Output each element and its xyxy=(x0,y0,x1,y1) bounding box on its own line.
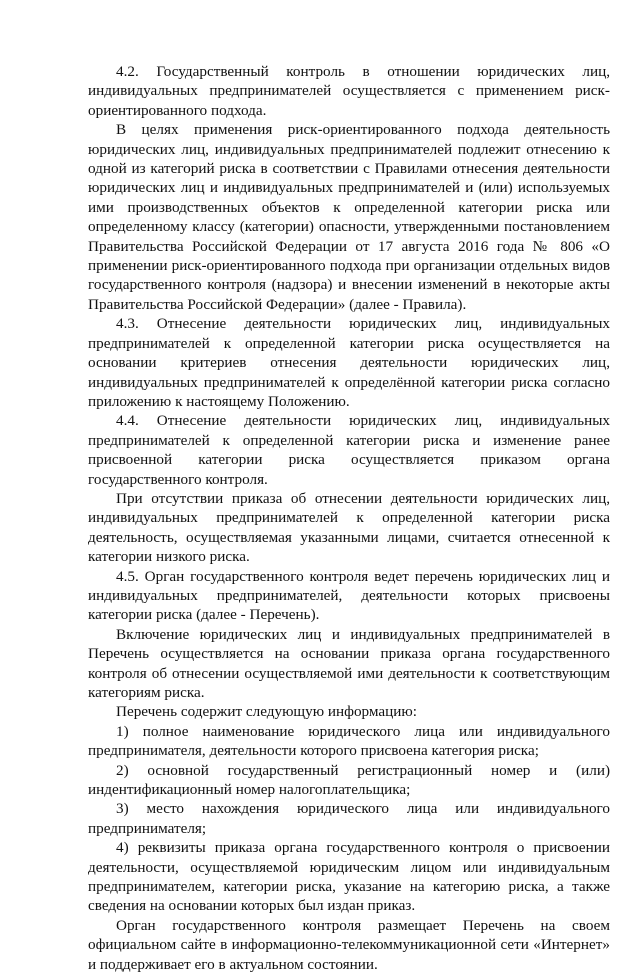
paragraph-inclusion: Включение юридических лиц и индивидуальных предпринимателей в Перечень осуществляется на основании приказа органа государственного контроля об отнесении осуществляемой ими деятельности к соответствующим категориям риска. xyxy=(88,625,610,701)
list-item-4: 4) реквизиты приказа органа государственного контроля о присвоении деятельности, осуществляемой юридическим лицом или индивидуальным предпринимателем, категории риска, указание на категорию риска, а также сведения на основании которых был издан приказ. xyxy=(88,839,610,915)
paragraph-publication: Орган государственного контроля размещает Перечень на своем официальном сайте в информационно-телекоммуникационной сети «Интернет» и поддерживает его в актуальном состоянии. xyxy=(88,916,610,973)
paragraph-4-5: 4.5. Орган государственного контроля ведет перечень юридических лиц и индивидуальных предпринимателей, деятельности которых присвоены категории риска (далее - Перечень). xyxy=(88,567,610,624)
list-item-1: 1) полное наименование юридического лица или индивидуального предпринимателя, деятельности которого присвоена категория риска; xyxy=(88,722,610,760)
paragraph-no-order: При отсутствии приказа об отнесении деятельности юридических лиц, индивидуальных предпринимателей к определенной категории риска деятельность, осуществляемая указанными лицами, считается отнесенной к категории низкого риска. xyxy=(88,489,610,566)
paragraph-risk-approach: В целях применения риск-ориентированного подхода деятельность юридических лиц, индивидуальных предпринимателей подлежит отнесению к одной из категорий риска в соответствии с Правилами отнесения деятельности юридических лиц и индивидуальных предпринимателей и (или) используемых ими производственных объектов к определенной категории риска или определенному классу (категории) опасности, утвержденными постановлением Правительства Российской Федерации от 17 августа 2016 года № 806 «О применении риск-ориентированного подхода при организации отдельных видов государственного контроля (надзора) и внесении изменений в некоторые акты Правительства Российской Федерации» (далее - Правила). xyxy=(88,121,610,313)
paragraph-list-intro: Перечень содержит следующую информацию: xyxy=(116,703,417,721)
paragraph-4-4: 4.4. Отнесение деятельности юридических лиц, индивидуальных предпринимателей к определенной категории риска и изменение ранее присвоенной категории риска осуществляется приказом органа государственного контроля. xyxy=(88,412,610,488)
document-page xyxy=(88,62,610,974)
paragraph-4-2: 4.2. Государственный контроль в отношении юридических лиц, индивидуальных предпринимателей осуществляется с применением риск-ориентированного подхода. xyxy=(88,63,610,119)
list-item-2: 2) основной государственный регистрационный номер и (или) индентификационный номер налогоплательщика; xyxy=(88,761,610,799)
list-item-3: 3) место нахождения юридического лица или индивидуального предпринимателя; xyxy=(88,800,610,837)
paragraph-4-3: 4.3. Отнесение деятельности юридических лиц, индивидуальных предпринимателей к определенной категории риска осуществляется на основании критериев отнесения деятельности юридических лиц, индивидуальных предпринимателей к определённой категории риска согласно приложению к настоящему Положению. xyxy=(88,315,610,410)
